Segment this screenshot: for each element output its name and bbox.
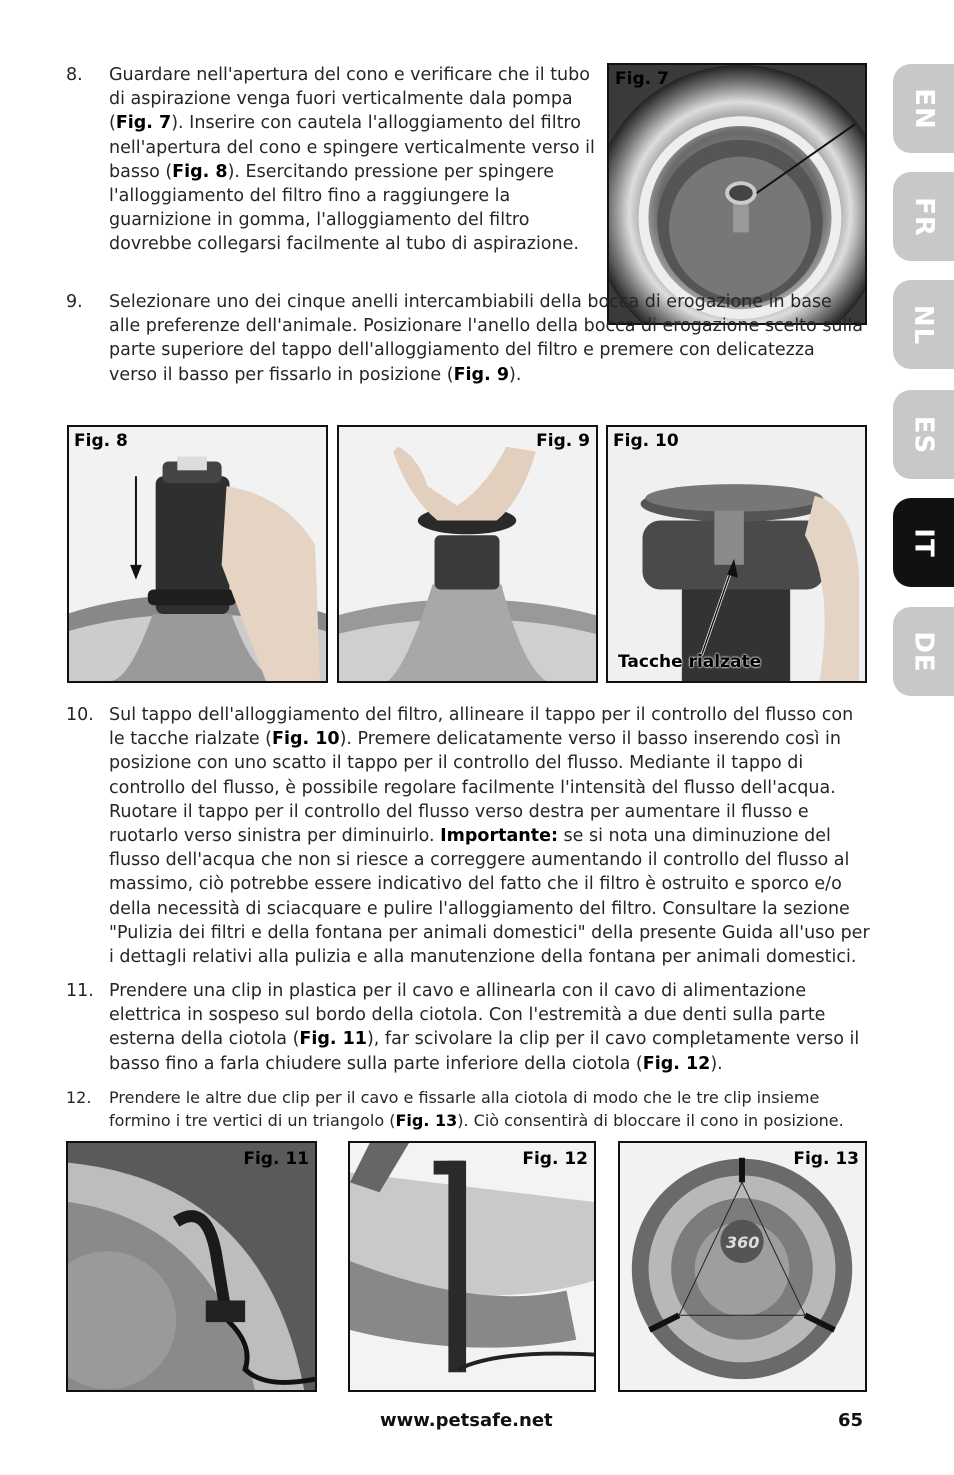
tab-de[interactable] (893, 607, 954, 696)
text-run: ). (710, 1053, 723, 1074)
text-run: ). Premere delicatamente verso il basso inserendo così in posizione con uno scatto il tappo per il controllo del flusso. Mediante il tappo di controllo del flusso, è possibile regolare facilmente l'intensità del flusso dell'acqua. Ruotare il tappo per il controllo del flusso verso destra per aumentare il flusso e ruotarlo verso sinistra per diminuirlo. (109, 729, 841, 847)
text-run: Prendere le altre due clip per il cavo e fissarle alla ciotola di modo che le tre clip insieme formino i tre vertici di un triangolo ( (109, 1088, 820, 1130)
fig10-label: Fig. 10 (613, 431, 679, 451)
fig9-photo (339, 427, 596, 681)
bold-reference: Fig. 9 (453, 364, 509, 385)
step-text (109, 703, 871, 969)
fig8-label: Fig. 8 (74, 431, 128, 451)
fig13-label: Fig. 13 (793, 1149, 859, 1169)
step-number: 11. (66, 981, 94, 1001)
footer-url[interactable]: www.petsafe.net (380, 1410, 553, 1431)
step-text (109, 63, 606, 257)
bold-reference: Fig. 12 (642, 1053, 711, 1074)
page-number: 65 (838, 1410, 864, 1431)
text-run: Guardare nell'apertura del cono e verificare che il tubo di aspirazione venga fuori verticalmente dala pompa ( (109, 65, 590, 134)
fig10-photo (608, 427, 865, 681)
step-number: 10. (66, 705, 94, 725)
figure-11 (66, 1141, 317, 1392)
tab-de-label: DE (908, 630, 939, 673)
figure-13 (618, 1141, 867, 1392)
bold-reference: Fig. 11 (299, 1029, 367, 1050)
figure-8 (67, 425, 328, 683)
tab-nl-label: NL (908, 304, 939, 345)
text-run: ). Ciò consentirà di bloccare il cono in posizione. (457, 1111, 844, 1130)
step-number: 8. (66, 65, 83, 85)
tab-nl[interactable] (893, 280, 954, 369)
fig9-label: Fig. 9 (536, 431, 590, 451)
text-run: ). Inserire con cautela l'alloggiamento del filtro nell'apertura del cono e spingere verticalmente verso il basso ( (109, 113, 595, 182)
figure-9 (337, 425, 598, 683)
text-run: Sul tappo dell'alloggiamento del filtro, allineare il tappo per il controllo del flusso con le tacche rialzate ( (109, 705, 854, 750)
tab-it[interactable] (893, 498, 954, 587)
bold-reference: Fig. 13 (395, 1111, 458, 1130)
step-number: 12. (66, 1088, 92, 1107)
tab-it-label: IT (908, 527, 939, 558)
step-10 (66, 703, 871, 969)
figure-7 (607, 63, 867, 325)
bold-reference: Fig. 8 (172, 161, 228, 182)
tab-es[interactable] (893, 390, 954, 479)
fig11-photo (68, 1143, 315, 1390)
tab-fr[interactable] (893, 172, 954, 261)
fig12-label: Fig. 12 (522, 1149, 588, 1169)
fig13-logo: 360 (726, 1233, 760, 1252)
text-run: ). (509, 364, 522, 385)
fig7-label: Fig. 7 (615, 69, 669, 89)
step-text (109, 1086, 871, 1132)
step-number: 9. (66, 292, 83, 312)
fig11-label: Fig. 11 (243, 1149, 309, 1169)
fig10-caption: Tacche rialzate (618, 652, 762, 672)
fig12-photo (350, 1143, 594, 1390)
tab-fr-label: FR (908, 196, 939, 237)
step-11 (66, 979, 871, 1076)
figure-12 (348, 1141, 596, 1392)
fig8-photo (69, 427, 326, 681)
tab-en[interactable] (893, 64, 954, 153)
text-run: Prendere una clip in plastica per il cavo e allinearla con il cavo di alimentazione elettrica in sospeso sul bordo della ciotola. Con l'estremità a due denti sulla parte esterna della ciotola ( (109, 981, 826, 1050)
fig7-photo (609, 65, 865, 323)
text-run: Selezionare uno dei cinque anelli intercambiabili della bocca di erogazione in base alle preferenze dell'animale. Posizionare l'anello della bocca di erogazione scelto sulla parte superiore del tappo dell'alloggiamento del filtro e premere con delicatezza verso il basso per fissarlo in posizione ( (109, 292, 863, 385)
tab-en-label: EN (908, 87, 939, 130)
tab-es-label: ES (908, 415, 939, 454)
fig13-photo (620, 1143, 865, 1390)
bold-reference: Importante: (440, 826, 558, 847)
step-text (109, 979, 871, 1076)
text-run: ). Esercitando pressione per spingere l'alloggiamento del filtro fino a raggiungere la guarnizione in gomma, l'alloggiamento del filtro dovrebbe collegarsi facilmente al tubo di aspirazione. (109, 161, 579, 255)
step-9 (66, 290, 866, 387)
step-12 (66, 1086, 871, 1132)
bold-reference: Fig. 10 (272, 729, 340, 750)
text-run: se si nota una diminuzione del flusso dell'acqua che non si riesce a correggere aumentando il controllo del flusso al massimo, ciò potrebbe essere indicativo del fatto che il filtro è ostruito e sporco e/o della necessità di sciacquare e pulire l'alloggiamento del filtro. Consultare la sezione "Pulizia dei filtri e della fontana per animali domestici" della presente Guida all'uso per i dettagli relativi alla pulizia e alla manutenzione della fontana per animali domestici. (109, 826, 870, 968)
bold-reference: Fig. 7 (115, 113, 172, 134)
step-8 (66, 63, 606, 257)
figure-10 (606, 425, 867, 683)
text-run: ), far scivolare la clip per il cavo completamente verso il basso fino a farla chiudere sulla parte inferiore della ciotola ( (109, 1029, 860, 1074)
step-text (109, 290, 866, 387)
